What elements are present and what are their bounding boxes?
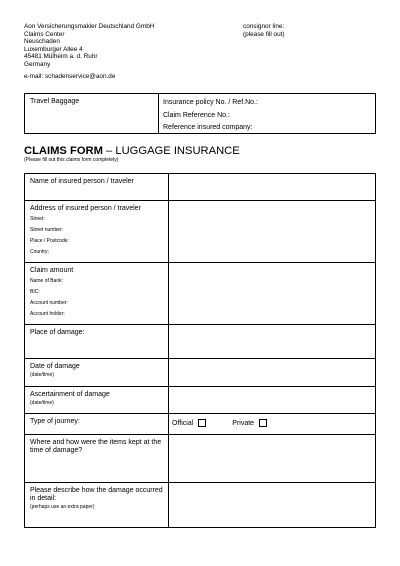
ascertainment-hint: (date/time) [30, 400, 54, 406]
row-ascertainment [25, 387, 376, 414]
claim-amount-input[interactable] [169, 263, 376, 325]
form-subtitle: (Please fill out this claims form completely) [24, 157, 119, 163]
describe-input[interactable] [169, 483, 376, 528]
describe-label: Please describe how the damage occurred in detail: [30, 487, 163, 502]
form-title-bold: CLAIMS FORM [24, 145, 103, 157]
official-label: Official [172, 419, 194, 427]
country-label: Country: [30, 249, 49, 255]
row-date [25, 359, 376, 387]
policy-category: Travel Baggage [25, 94, 159, 133]
row-address [25, 201, 376, 263]
kept-label: Where and how were the items kept at the time of damage? [30, 439, 162, 454]
ascertainment-label: Ascertainment of damage [30, 391, 110, 398]
row-claim-amount [25, 263, 376, 325]
claim-reference-field[interactable]: Claim Reference No.: [163, 111, 230, 119]
sender-department: Claims Center [24, 30, 65, 38]
policy-number-field[interactable]: Insurance policy No. / Ref.No.: [163, 99, 258, 106]
date-label: Date of damage [30, 363, 80, 370]
date-input[interactable] [169, 359, 376, 387]
row-kept [25, 435, 376, 483]
row-name [25, 174, 376, 201]
form-title-rest: – LUGGAGE INSURANCE [102, 145, 240, 157]
street-number-label: Street number: [30, 227, 64, 233]
kept-input[interactable] [169, 435, 376, 483]
sender-city: 45481 Mülheim a. d. Ruhr [24, 53, 98, 60]
describe-hint: (perhaps use an extra paper) [30, 504, 95, 510]
sender-company: Aon Versicherungsmakler Deutschland GmbH [24, 23, 155, 30]
claim-amount-label: Claim amount [30, 267, 74, 274]
place-postcode-label: Place / Postcode: [30, 238, 69, 244]
form-title [24, 145, 240, 157]
sender-country: Germany [24, 60, 51, 68]
private-label: Private [232, 419, 255, 427]
claims-table [24, 173, 376, 528]
account-holder-label: Account holder: [30, 311, 65, 317]
name-label: Name of insured person / traveler [30, 178, 134, 185]
sender-email: e-mail: schadenservice@aon.de [24, 73, 116, 80]
address-input[interactable] [169, 201, 376, 263]
journey-label: Type of journey: [30, 418, 80, 425]
row-describe [25, 483, 376, 528]
date-hint: (date/time) [30, 372, 54, 378]
policy-info-box [24, 93, 376, 134]
place-input[interactable] [169, 325, 376, 359]
official-checkbox[interactable] [198, 419, 206, 427]
row-place [25, 325, 376, 359]
sender-address [24, 23, 154, 68]
consignor-hint: (please fill out) [243, 30, 285, 38]
journey-options [169, 414, 375, 432]
private-checkbox[interactable] [259, 419, 267, 427]
policy-fields [159, 94, 375, 133]
name-input[interactable] [169, 174, 376, 201]
private-option[interactable] [232, 419, 267, 427]
account-number-label: Account number: [30, 300, 68, 306]
address-label: Address of insured person / traveler [30, 205, 141, 212]
bic-label: BIC: [30, 289, 40, 295]
reference-company-field[interactable]: Reference insured company: [163, 124, 253, 131]
street-label: Street: [30, 216, 45, 222]
official-option[interactable] [172, 419, 206, 427]
bank-name-label: Name of Bank: [30, 278, 64, 284]
consignor-line [243, 23, 285, 38]
place-label: Place of damage: [30, 329, 85, 336]
consignor-label: consignor line: [243, 23, 285, 30]
row-journey [25, 414, 376, 435]
sender-street: Luxemburger Allee 4 [24, 45, 83, 53]
sender-unit: Neuschaden [24, 38, 60, 45]
ascertainment-input[interactable] [169, 387, 376, 414]
